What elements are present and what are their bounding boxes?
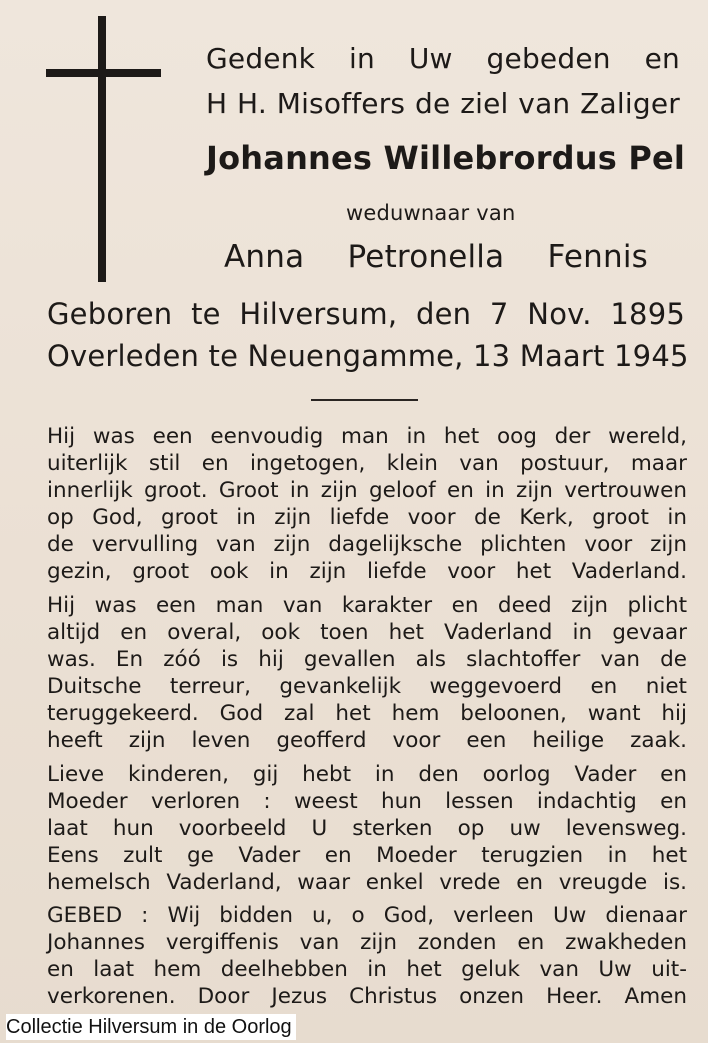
text-line: laat hun voorbeeld U sterken op uw levensweg.: [47, 815, 687, 841]
text-line: heeft zijn leven geofferd voor een heilige zaak.: [47, 727, 687, 753]
intro-line-1: Gedenk in Uw gebeden en: [206, 42, 680, 75]
paragraph-fate: [47, 593, 687, 754]
collection-credit: Collectie Hilversum in de Oorlog: [6, 1014, 296, 1040]
text-line: de vervulling van zijn dagelijksche plichten voor zijn: [47, 531, 687, 557]
paragraph-prayer: [47, 903, 687, 1011]
paragraph-life: [47, 424, 687, 585]
text-line: teruggekeerd. God zal het hem beloonen, want hij: [47, 700, 687, 726]
cross-icon-bar: [46, 69, 161, 77]
text-line: Hij was een man van karakter en deed zijn plicht: [47, 593, 687, 618]
text-line: verkorenen. Door Jezus Christus onzen Heer. Amen: [47, 983, 687, 1009]
divider: [311, 399, 418, 401]
paragraph-children: [47, 762, 687, 897]
death-line: Overleden te Neuengamme, 13 Maart 1945: [47, 339, 689, 373]
text-line: Hij was een eenvoudig man in het oog der wereld,: [47, 424, 687, 449]
relation-text: weduwnaar van: [346, 201, 516, 225]
text-line: op God, groot in zijn liefde voor de Kerk, groot in: [47, 504, 687, 530]
text-line: en laat hem deelhebben in het geluk van Uw uit-: [47, 956, 687, 982]
intro-line-2: H H. Misoffers de ziel van Zaliger: [206, 87, 680, 120]
text-line: Lieve kinderen, gij hebt in den oorlog Vader en: [47, 762, 687, 787]
text-line: uiterlijk stil en ingetogen, klein van postuur, maar: [47, 450, 687, 476]
text-line: Moeder verloren : weest hun lessen indachtig en: [47, 788, 687, 814]
text-line: Duitsche terreur, gevankelijk weggevoerd en niet: [47, 673, 687, 699]
text-line: hemelsch Vaderland, waar enkel vrede en vreugde is.: [47, 869, 687, 895]
deceased-name: Johannes Willebrordus Pel: [206, 139, 686, 177]
text-line: Eens zult ge Vader en Moeder terugzien in het: [47, 842, 687, 868]
birth-line: Geboren te Hilversum, den 7 Nov. 1895: [47, 297, 685, 331]
text-line: innerlijk groot. Groot in zijn geloof en in zijn vertrouwen: [47, 477, 687, 503]
text-line: Johannes vergiffenis van zijn zonden en zwakheden: [47, 929, 687, 955]
cross-icon: [98, 16, 106, 282]
text-line: was. En zóó is hij gevallen als slachtoffer van de: [47, 646, 687, 672]
spouse-name: Anna Petronella Fennis: [224, 239, 648, 275]
text-line: gezin, groot ook in zijn liefde voor het Vaderland.: [47, 558, 687, 584]
text-line: altijd en overal, ook toen het Vaderland in gevaar: [47, 619, 687, 645]
text-line: GEBED : Wij bidden u, o God, verleen Uw dienaar: [47, 903, 687, 928]
